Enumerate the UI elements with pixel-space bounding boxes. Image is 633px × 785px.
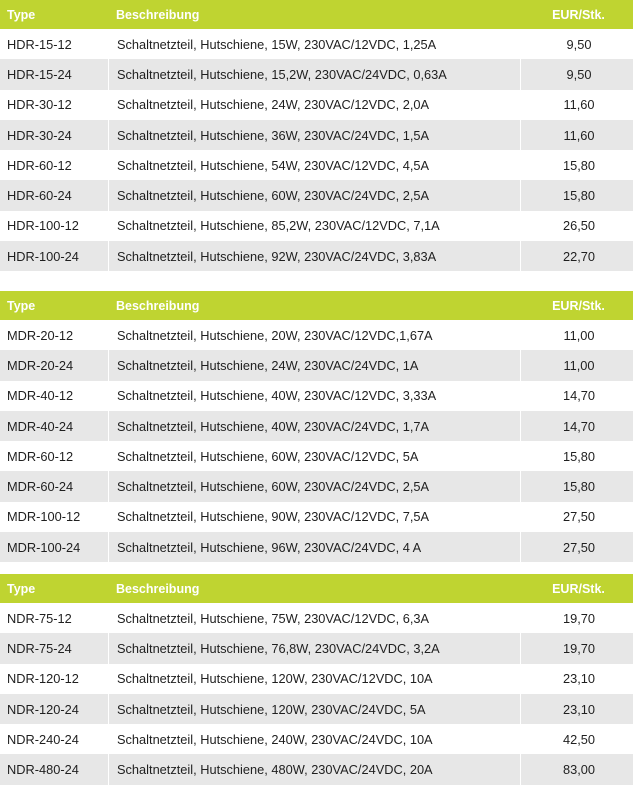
cell-price: 42,50 — [520, 724, 633, 754]
table-row — [0, 180, 633, 210]
cell-description: Schaltnetzteil, Hutschiene, 36W, 230VAC/24VDC, 1,5A — [108, 120, 520, 150]
table-row — [0, 471, 633, 501]
cell-description: Schaltnetzteil, Hutschiene, 15W, 230VAC/12VDC, 1,25A — [108, 29, 520, 59]
table-header — [0, 574, 633, 603]
table-row — [0, 120, 633, 150]
cell-description: Schaltnetzteil, Hutschiene, 120W, 230VAC/24VDC, 5A — [108, 694, 520, 724]
cell-type: NDR-75-12 — [7, 610, 72, 626]
header-description: Beschreibung — [116, 581, 200, 596]
cell-price: 11,60 — [520, 90, 633, 120]
cell-type: HDR-100-24 — [7, 248, 79, 264]
cell-description: Schaltnetzteil, Hutschiene, 85,2W, 230VAC/12VDC, 7,1A — [108, 211, 520, 241]
header-price: EUR/Stk. — [552, 581, 605, 596]
cell-type: MDR-60-12 — [7, 448, 74, 464]
cell-type: NDR-480-24 — [7, 762, 79, 778]
cell-price: 23,10 — [520, 694, 633, 724]
table-row — [0, 350, 633, 380]
cell-type: HDR-100-12 — [7, 218, 79, 234]
table-row — [0, 29, 633, 59]
table-row — [0, 411, 633, 441]
cell-type: MDR-20-12 — [7, 327, 74, 343]
cell-price: 14,70 — [520, 411, 633, 441]
cell-price: 15,80 — [520, 441, 633, 471]
cell-type: MDR-100-24 — [7, 539, 81, 555]
cell-type: HDR-15-12 — [7, 36, 72, 52]
cell-price: 27,50 — [520, 532, 633, 562]
table-row — [0, 381, 633, 411]
table-row — [0, 211, 633, 241]
cell-price: 11,60 — [520, 120, 633, 150]
cell-price: 83,00 — [520, 754, 633, 784]
cell-type: HDR-30-24 — [7, 127, 72, 143]
cell-description: Schaltnetzteil, Hutschiene, 40W, 230VAC/24VDC, 1,7A — [108, 411, 520, 441]
price-table-ndr — [0, 574, 633, 785]
cell-description: Schaltnetzteil, Hutschiene, 40W, 230VAC/12VDC, 3,33A — [108, 381, 520, 411]
header-price: EUR/Stk. — [552, 7, 605, 22]
cell-type: MDR-40-24 — [7, 418, 74, 434]
cell-price: 19,70 — [520, 633, 633, 663]
cell-price: 19,70 — [520, 603, 633, 633]
cell-price: 23,10 — [520, 664, 633, 694]
header-type: Type — [7, 298, 36, 313]
cell-price: 9,50 — [520, 29, 633, 59]
cell-type: HDR-60-24 — [7, 188, 72, 204]
header-description: Beschreibung — [116, 7, 200, 22]
cell-type: NDR-240-24 — [7, 731, 79, 747]
cell-type: MDR-100-12 — [7, 509, 81, 525]
cell-type: NDR-75-24 — [7, 640, 72, 656]
header-type: Type — [7, 7, 36, 22]
cell-description: Schaltnetzteil, Hutschiene, 76,8W, 230VAC/24VDC, 3,2A — [108, 633, 520, 663]
header-type: Type — [7, 581, 36, 596]
table-row — [0, 664, 633, 694]
cell-price: 11,00 — [520, 320, 633, 350]
cell-description: Schaltnetzteil, Hutschiene, 120W, 230VAC/12VDC, 10A — [108, 664, 520, 694]
cell-price: 22,70 — [520, 241, 633, 271]
table-row — [0, 241, 633, 271]
header-price: EUR/Stk. — [552, 298, 605, 313]
cell-type: HDR-30-12 — [7, 97, 72, 113]
cell-description: Schaltnetzteil, Hutschiene, 92W, 230VAC/24VDC, 3,83A — [108, 241, 520, 271]
header-description: Beschreibung — [116, 298, 200, 313]
cell-description: Schaltnetzteil, Hutschiene, 480W, 230VAC/24VDC, 20A — [108, 754, 520, 784]
cell-price: 9,50 — [520, 59, 633, 89]
cell-price: 26,50 — [520, 211, 633, 241]
cell-type: HDR-60-12 — [7, 157, 72, 173]
cell-price: 15,80 — [520, 471, 633, 501]
table-row — [0, 59, 633, 89]
table-row — [0, 90, 633, 120]
cell-type: HDR-15-24 — [7, 66, 72, 82]
cell-type: MDR-20-24 — [7, 357, 74, 373]
cell-description: Schaltnetzteil, Hutschiene, 60W, 230VAC/24VDC, 2,5A — [108, 471, 520, 501]
cell-description: Schaltnetzteil, Hutschiene, 20W, 230VAC/12VDC,1,67A — [108, 320, 520, 350]
cell-description: Schaltnetzteil, Hutschiene, 90W, 230VAC/12VDC, 7,5A — [108, 502, 520, 532]
table-row — [0, 502, 633, 532]
table-row — [0, 754, 633, 784]
cell-description: Schaltnetzteil, Hutschiene, 24W, 230VAC/12VDC, 2,0A — [108, 90, 520, 120]
table-row — [0, 603, 633, 633]
table-row — [0, 633, 633, 663]
cell-price: 15,80 — [520, 180, 633, 210]
cell-type: NDR-120-24 — [7, 701, 79, 717]
cell-description: Schaltnetzteil, Hutschiene, 54W, 230VAC/12VDC, 4,5A — [108, 150, 520, 180]
table-header — [0, 0, 633, 29]
table-row — [0, 320, 633, 350]
cell-description: Schaltnetzteil, Hutschiene, 96W, 230VAC/24VDC, 4 A — [108, 532, 520, 562]
cell-description: Schaltnetzteil, Hutschiene, 240W, 230VAC/24VDC, 10A — [108, 724, 520, 754]
cell-description: Schaltnetzteil, Hutschiene, 60W, 230VAC/12VDC, 5A — [108, 441, 520, 471]
cell-price: 14,70 — [520, 381, 633, 411]
table-row — [0, 694, 633, 724]
cell-type: MDR-40-12 — [7, 388, 74, 404]
cell-description: Schaltnetzteil, Hutschiene, 24W, 230VAC/24VDC, 1A — [108, 350, 520, 380]
table-row — [0, 724, 633, 754]
table-row — [0, 532, 633, 562]
price-table-mdr — [0, 291, 633, 562]
cell-price: 15,80 — [520, 150, 633, 180]
price-table-hdr — [0, 0, 633, 271]
cell-price: 11,00 — [520, 350, 633, 380]
cell-type: MDR-60-24 — [7, 479, 74, 495]
cell-description: Schaltnetzteil, Hutschiene, 60W, 230VAC/24VDC, 2,5A — [108, 180, 520, 210]
cell-price: 27,50 — [520, 502, 633, 532]
cell-description: Schaltnetzteil, Hutschiene, 75W, 230VAC/12VDC, 6,3A — [108, 603, 520, 633]
cell-description: Schaltnetzteil, Hutschiene, 15,2W, 230VAC/24VDC, 0,63A — [108, 59, 520, 89]
cell-type: NDR-120-12 — [7, 671, 79, 687]
table-header — [0, 291, 633, 320]
table-row — [0, 150, 633, 180]
table-row — [0, 441, 633, 471]
